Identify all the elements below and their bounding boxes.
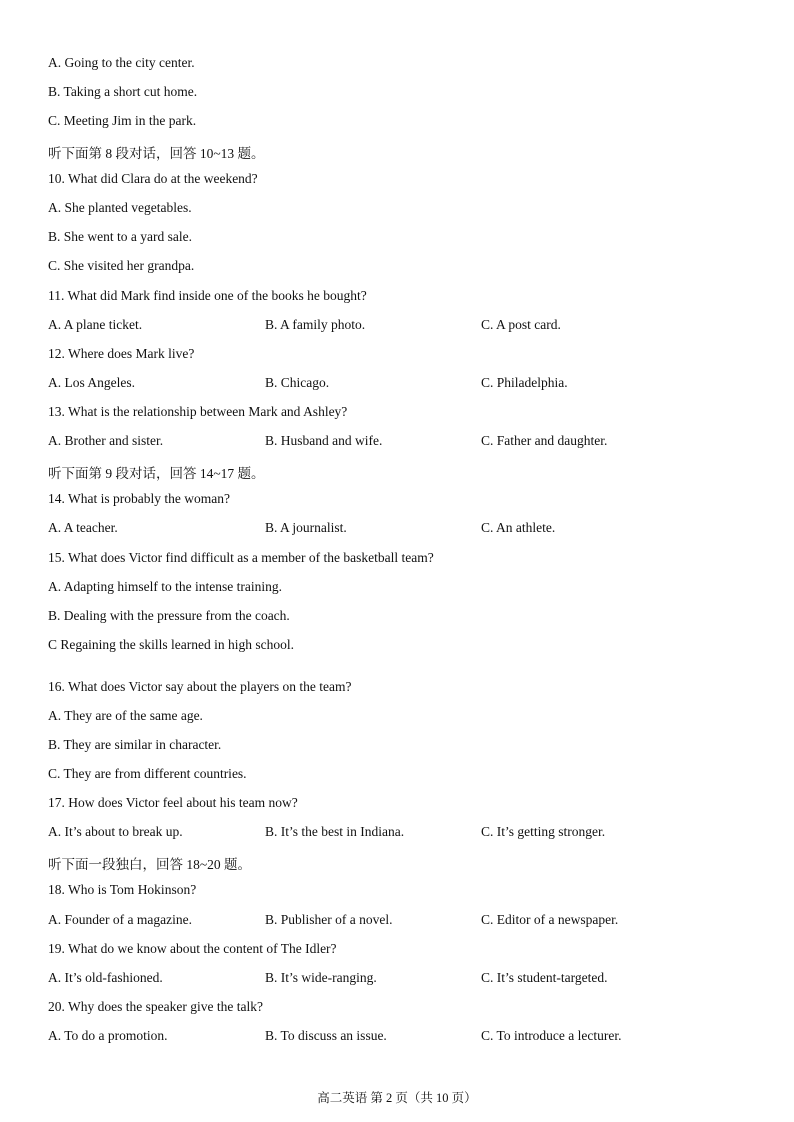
option-b: B. Publisher of a novel. bbox=[265, 912, 393, 927]
question-text: 17. How does Victor feel about his team now? bbox=[48, 795, 298, 810]
option-text: C. She visited her grandpa. bbox=[48, 258, 195, 273]
option-a: A. Los Angeles. bbox=[48, 375, 135, 390]
option-c: C. To introduce a lecturer. bbox=[481, 1028, 622, 1043]
page-footer: 高二英语 第 2 页（共 10 页） bbox=[317, 1091, 477, 1105]
option-b: B. Husband and wife. bbox=[265, 433, 383, 448]
section-instruction: 听下面第 9 段对话，回答 14~17 题。 bbox=[48, 466, 265, 481]
question-text: 19. What do we know about the content of The Idler? bbox=[48, 941, 337, 956]
option-b: B. Chicago. bbox=[265, 375, 330, 390]
option-text: C. Meeting Jim in the park. bbox=[48, 113, 197, 128]
question-text: 12. Where does Mark live? bbox=[48, 346, 195, 361]
option-b: B. A family photo. bbox=[265, 317, 366, 332]
option-text: A. They are of the same age. bbox=[48, 708, 203, 723]
option-a: A. It’s old-fashioned. bbox=[48, 970, 163, 985]
option-a: A. Founder of a magazine. bbox=[48, 912, 192, 927]
option-a: A. A teacher. bbox=[48, 520, 118, 535]
question-text: 11. What did Mark find inside one of the books he bought? bbox=[48, 288, 367, 303]
option-c: C. It’s getting stronger. bbox=[481, 824, 606, 839]
option-c: C. Philadelphia. bbox=[481, 375, 568, 390]
option-text: B. Dealing with the pressure from the coach. bbox=[48, 608, 290, 623]
option-text: B. She went to a yard sale. bbox=[48, 229, 192, 244]
question-text: 18. Who is Tom Hokinson? bbox=[48, 882, 197, 897]
option-text: B. They are similar in character. bbox=[48, 737, 222, 752]
option-c: C. Editor of a newspaper. bbox=[481, 912, 619, 927]
question-text: 20. Why does the speaker give the talk? bbox=[48, 999, 263, 1014]
option-text: C Regaining the skills learned in high school. bbox=[48, 637, 294, 652]
option-c: C. It’s student-targeted. bbox=[481, 970, 608, 985]
option-text: C. They are from different countries. bbox=[48, 766, 247, 781]
option-b: B. A journalist. bbox=[265, 520, 347, 535]
option-a: A. To do a promotion. bbox=[48, 1028, 168, 1043]
option-c: C. A post card. bbox=[481, 317, 561, 332]
question-text: 16. What does Victor say about the players on the team? bbox=[48, 679, 352, 694]
option-c: C. Father and daughter. bbox=[481, 433, 608, 448]
option-text: A. Going to the city center. bbox=[48, 55, 195, 70]
option-b: B. To discuss an issue. bbox=[265, 1028, 387, 1043]
option-text: A. She planted vegetables. bbox=[48, 200, 192, 215]
question-text: 13. What is the relationship between Mark and Ashley? bbox=[48, 404, 348, 419]
option-a: A. It’s about to break up. bbox=[48, 824, 183, 839]
option-text: B. Taking a short cut home. bbox=[48, 84, 198, 99]
option-c: C. An athlete. bbox=[481, 520, 556, 535]
section-instruction: 听下面一段独白，回答 18~20 题。 bbox=[48, 857, 252, 872]
question-text: 15. What does Victor find difficult as a member of the basketball team? bbox=[48, 550, 434, 565]
option-a: A. Brother and sister. bbox=[48, 433, 164, 448]
question-text: 14. What is probably the woman? bbox=[48, 491, 230, 506]
section-instruction: 听下面第 8 段对话，回答 10~13 题。 bbox=[48, 146, 265, 161]
option-b: B. It’s wide-ranging. bbox=[265, 970, 377, 985]
option-text: A. Adapting himself to the intense training. bbox=[48, 579, 282, 594]
question-text: 10. What did Clara do at the weekend? bbox=[48, 171, 258, 186]
option-a: A. A plane ticket. bbox=[48, 317, 143, 332]
option-b: B. It’s the best in Indiana. bbox=[265, 824, 405, 839]
